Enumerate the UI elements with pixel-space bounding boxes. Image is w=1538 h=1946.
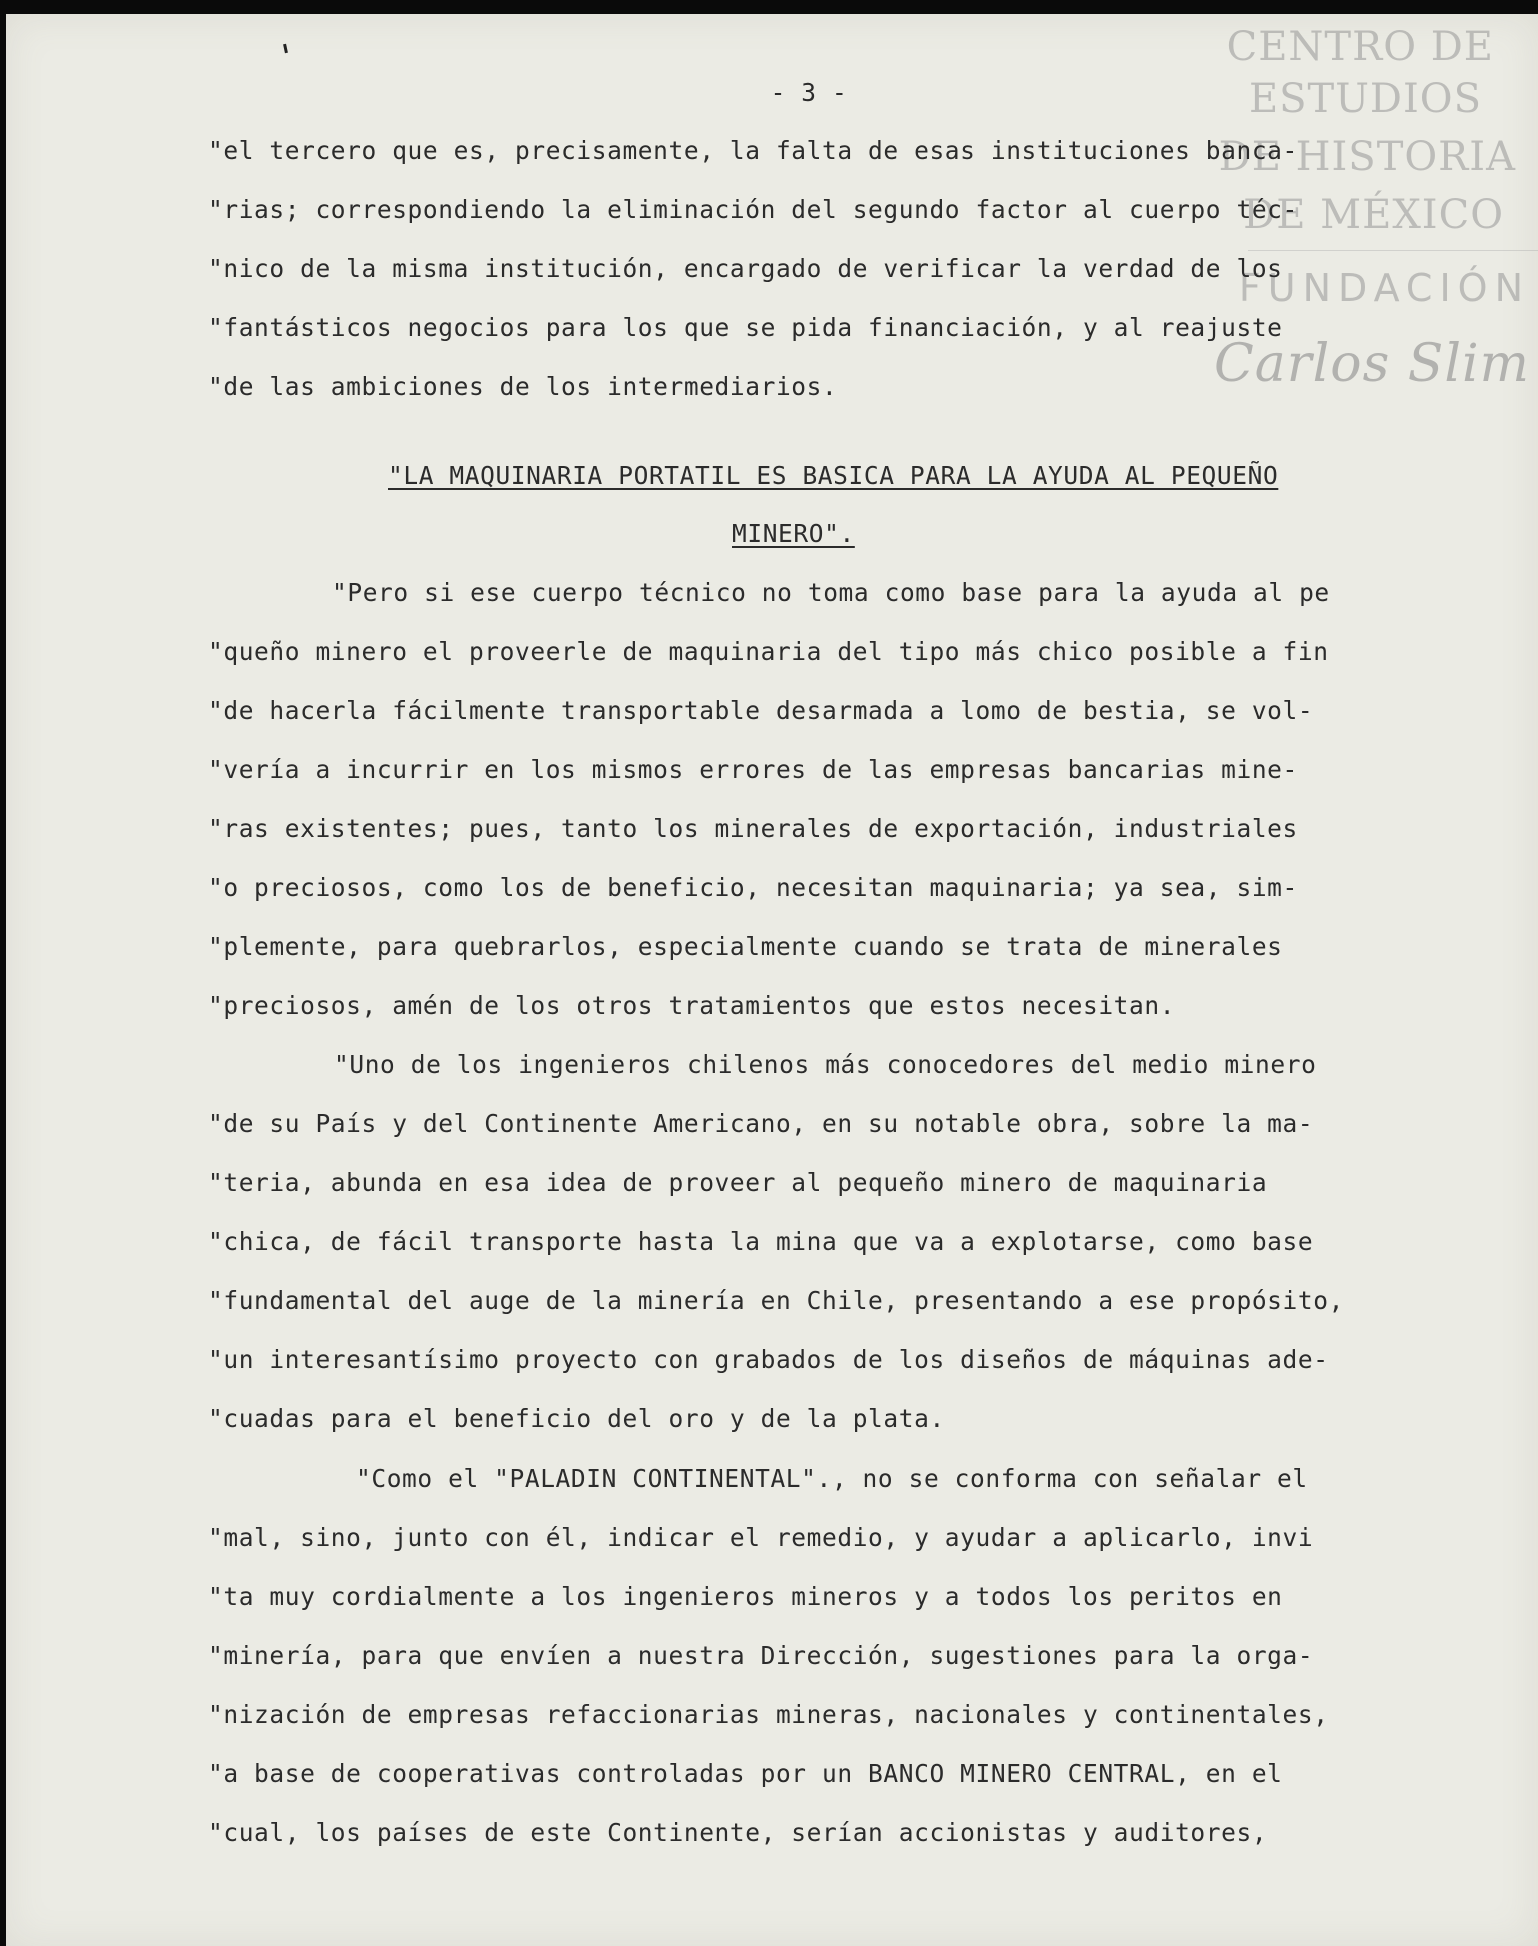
text-line: "de hacerla fácilmente transportable desarmada a lomo de bestia, se vol- bbox=[208, 696, 1314, 725]
text-line: "teria, abunda en esa idea de proveer al pequeño minero de maquinaria bbox=[208, 1168, 1268, 1197]
section-heading-line2: MINERO". bbox=[732, 519, 855, 548]
text-line: "de las ambiciones de los intermediarios. bbox=[208, 372, 838, 401]
text-line: "ta muy cordialmente a los ingenieros mineros y a todos los peritos en bbox=[208, 1582, 1283, 1611]
text-line: "mal, sino, junto con él, indicar el remedio, y ayudar a aplicarlo, invi bbox=[208, 1523, 1314, 1552]
watermark-line: DE MÉXICO bbox=[1243, 192, 1504, 238]
text-line: "fundamental del auge de la minería en Chile, presentando a ese propósito, bbox=[208, 1286, 1344, 1315]
text-line: "Uno de los ingenieros chilenos más conocedores del medio minero bbox=[334, 1050, 1317, 1079]
text-line: "minería, para que envíen a nuestra Dirección, sugestiones para la orga- bbox=[208, 1641, 1314, 1670]
text-line: "ras existentes; pues, tanto los minerales de exportación, industriales bbox=[208, 814, 1298, 843]
text-line: "queño minero el proveerle de maquinaria del tipo más chico posible a fin bbox=[208, 637, 1329, 666]
text-line: "nico de la misma institución, encargado de verificar la verdad de los bbox=[208, 254, 1283, 283]
text-line: "chica, de fácil transporte hasta la mina que va a explotarse, como base bbox=[208, 1227, 1314, 1256]
text-line: "nización de empresas refaccionarias mineras, nacionales y continentales, bbox=[208, 1700, 1329, 1729]
text-line: "de su País y del Continente Americano, en su notable obra, sobre la ma- bbox=[208, 1109, 1314, 1138]
text-line: "Pero si ese cuerpo técnico no toma como base para la ayuda al pe bbox=[332, 578, 1330, 607]
text-line: "fantásticos negocios para los que se pida financiación, y al reajuste bbox=[208, 313, 1283, 342]
text-line: "el tercero que es, precisamente, la falta de esas instituciones banca- bbox=[208, 136, 1298, 165]
text-line: "preciosos, amén de los otros tratamientos que estos necesitan. bbox=[208, 991, 1176, 1020]
text-line: "o preciosos, como los de beneficio, necesitan maquinaria; ya sea, sim- bbox=[208, 873, 1298, 902]
text-line: "a base de cooperativas controladas por un BANCO MINERO CENTRAL, en el bbox=[208, 1759, 1283, 1788]
watermark-divider bbox=[1248, 250, 1538, 251]
watermark-foundation: FUNDACIÓN bbox=[1238, 266, 1530, 310]
watermark-signature: Carlos Slim bbox=[1214, 334, 1530, 394]
stray-ink-mark bbox=[283, 44, 288, 53]
watermark-line: CENTRO DE bbox=[1226, 24, 1494, 70]
text-line: "rias; correspondiendo la eliminación del segundo factor al cuerpo téc- bbox=[208, 195, 1298, 224]
text-line: "Como el "PALADIN CONTINENTAL"., no se conforma con señalar el bbox=[356, 1464, 1308, 1493]
text-line: "cuadas para el beneficio del oro y de la plata. bbox=[208, 1404, 945, 1433]
document-page bbox=[6, 14, 1538, 1946]
page-number: - 3 - bbox=[770, 78, 848, 107]
text-line: "vería a incurrir en los mismos errores de las empresas bancarias mine- bbox=[208, 755, 1298, 784]
watermark-line: DE HISTORIA bbox=[1218, 134, 1516, 180]
watermark-line: ESTUDIOS bbox=[1248, 76, 1482, 122]
text-line: "cual, los países de este Continente, serían accionistas y auditores, bbox=[208, 1818, 1268, 1847]
section-heading-line1: "LA MAQUINARIA PORTATIL ES BASICA PARA LA AYUDA AL PEQUEÑO bbox=[388, 461, 1279, 490]
text-line: "un interesantísimo proyecto con grabados de los diseños de máquinas ade- bbox=[208, 1345, 1329, 1374]
text-line: "plemente, para quebrarlos, especialmente cuando se trata de minerales bbox=[208, 932, 1283, 961]
